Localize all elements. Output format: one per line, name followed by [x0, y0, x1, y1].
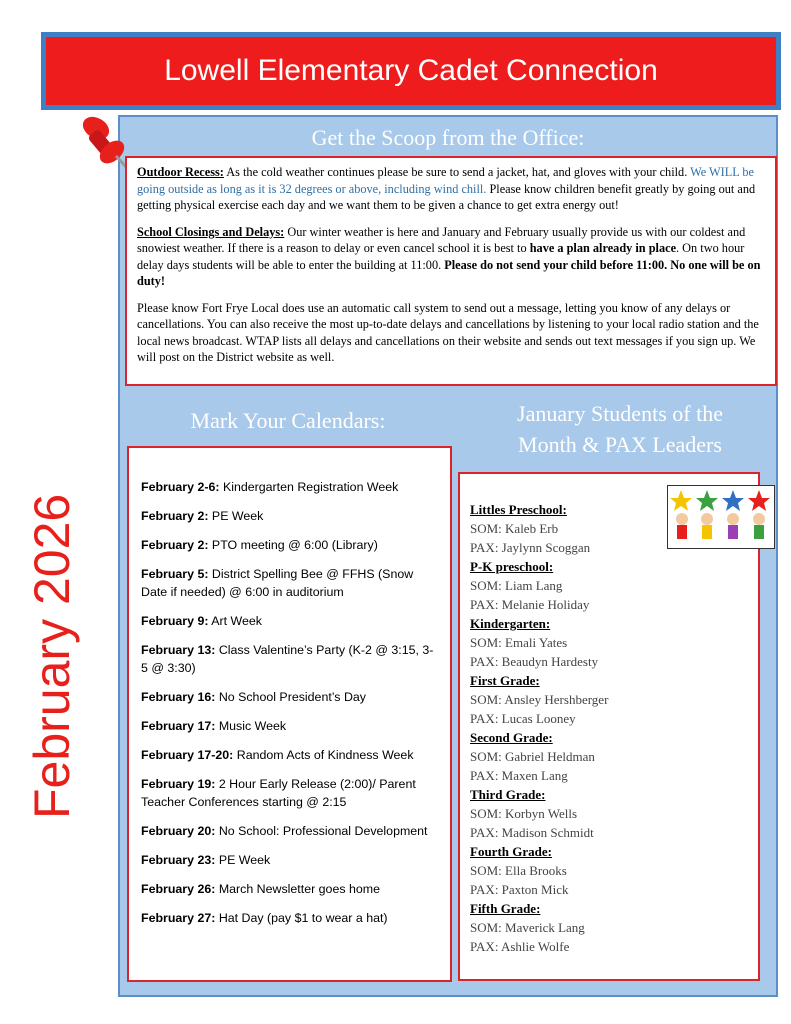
- calendar-date: February 26:: [141, 882, 216, 896]
- grade-label: Littles Preschool:: [470, 502, 567, 517]
- recess-text-2: Please know children benefit greatly by going out and getting physical exercise each day and we want them to be given a chance to get extra energy out!: [137, 181, 756, 212]
- grade-label: Kindergarten:: [470, 616, 551, 631]
- som-name: SOM: Liam Lang: [470, 578, 563, 593]
- calendar-text: PTO meeting @ 6:00 (Library): [208, 538, 378, 552]
- calendar-date: February 16:: [141, 690, 216, 704]
- som-name: SOM: Emali Yates: [470, 635, 568, 650]
- calendar-text: 2 Hour Early Release (2:00)/ Parent Teacher Conferences starting @ 2:15: [141, 777, 416, 809]
- title-banner: [41, 32, 781, 110]
- closings-paragraph: [137, 224, 765, 290]
- students-list: [470, 500, 748, 956]
- calendar-item: [141, 612, 440, 630]
- recess-text-1: As the cold weather continues please be sure to send a jacket, hat, and gloves with your child.: [223, 165, 691, 179]
- calendar-date: February 17:: [141, 719, 216, 733]
- calendar-text: March Newsletter goes home: [215, 882, 380, 896]
- closings-text-2: . On two hour delay days students will be able to enter the building at 11:00.: [137, 241, 745, 272]
- calendar-item: [141, 536, 440, 554]
- newsletter-title: Lowell Elementary Cadet Connection: [46, 37, 776, 105]
- som-name: SOM: Ansley Hershberger: [470, 692, 609, 707]
- closings-bold-1: have a plan already in place: [529, 241, 677, 255]
- calendar-date: February 23:: [141, 853, 216, 867]
- closings-bold-2: Please do not send your child before 11:00. No one will be on duty!: [137, 257, 761, 288]
- pax-name: PAX: Ashlie Wolfe: [470, 939, 570, 954]
- grade-label: First Grade:: [470, 673, 540, 688]
- calendar-date: February 5:: [141, 567, 209, 581]
- som-name: SOM: Gabriel Heldman: [470, 749, 595, 764]
- calendar-item: [141, 880, 440, 898]
- calendar-heading: Mark Your Calendars:: [190, 408, 386, 433]
- calendar-date: February 19:: [141, 777, 216, 791]
- calendar-list: [141, 478, 440, 927]
- calendar-text: District Spelling Bee @ FFHS (Snow Date if needed) @ 6:00 in auditorium: [141, 567, 414, 599]
- office-news-box: [125, 156, 777, 386]
- calendar-text: No School: Professional Development: [215, 824, 428, 838]
- calendar-item: [141, 717, 440, 735]
- calendar-date: February 2:: [141, 538, 209, 552]
- som-name: SOM: Kaleb Erb: [470, 521, 559, 536]
- students-heading: [470, 398, 770, 460]
- calendar-text: No School President’s Day: [215, 690, 366, 704]
- closings-text-1: Our winter weather is here and January and February usually provide us with our coldest and snowiest weather. If there is a reason to delay or even cancel school it is best to: [137, 224, 746, 255]
- star-kids-icon: [667, 485, 775, 549]
- grade-label: Fourth Grade:: [470, 844, 552, 859]
- calendar-item: [141, 641, 440, 677]
- calendar-item: [141, 851, 440, 869]
- calendar-text: PE Week: [208, 509, 264, 523]
- pax-name: PAX: Beaudyn Hardesty: [470, 654, 599, 669]
- pax-name: PAX: Madison Schmidt: [470, 825, 594, 840]
- calendar-item: [141, 822, 440, 840]
- office-heading: Get the Scoop from the Office:: [311, 125, 585, 150]
- calendar-item: [141, 507, 440, 525]
- pax-name: PAX: Lucas Looney: [470, 711, 576, 726]
- calendar-date: February 17-20:: [141, 748, 234, 762]
- som-name: SOM: Ella Brooks: [470, 863, 567, 878]
- students-heading-line-2: Month & PAX Leaders: [518, 432, 722, 457]
- calendar-item: [141, 746, 440, 764]
- calendar-item: [141, 565, 440, 601]
- grade-label: P-K preschool:: [470, 559, 554, 574]
- calendar-date: February 9:: [141, 614, 209, 628]
- calendar-date: February 2-6:: [141, 480, 220, 494]
- calendar-item: [141, 688, 440, 706]
- pax-name: PAX: Paxton Mick: [470, 882, 569, 897]
- calendar-text: Music Week: [215, 719, 287, 733]
- calendar-text: Random Acts of Kindness Week: [233, 748, 414, 762]
- grade-label: Second Grade:: [470, 730, 553, 745]
- calendar-box: [127, 446, 452, 982]
- som-name: SOM: Maverick Lang: [470, 920, 585, 935]
- recess-title: Outdoor Recess:: [137, 165, 224, 179]
- calendar-text: Class Valentine’s Party (K-2 @ 3:15, 3-5 @ 3:30): [141, 643, 434, 675]
- pax-name: PAX: Jaylynn Scoggan: [470, 540, 591, 555]
- students-heading-line-1: January Students of the: [517, 401, 723, 426]
- calendar-text: Kindergarten Registration Week: [219, 480, 399, 494]
- month-label: February 2026: [24, 493, 80, 819]
- calendar-item: [141, 478, 440, 496]
- calendar-text: Art Week: [208, 614, 262, 628]
- calendar-text: PE Week: [215, 853, 271, 867]
- calendar-date: February 2:: [141, 509, 209, 523]
- calendar-date: February 13:: [141, 643, 216, 657]
- pax-name: PAX: Melanie Holiday: [470, 597, 590, 612]
- som-name: SOM: Korbyn Wells: [470, 806, 578, 821]
- calendar-item: [141, 909, 440, 927]
- recess-highlight: We WILL be going outside as long as it is 32 degrees or above, including wind chill.: [137, 165, 755, 196]
- pax-name: PAX: Maxen Lang: [470, 768, 568, 783]
- closings-title: School Closings and Delays:: [137, 224, 285, 239]
- calendar-text: Hat Day (pay $1 to wear a hat): [215, 911, 388, 925]
- calendar-date: February 20:: [141, 824, 216, 838]
- grade-label: Third Grade:: [470, 787, 546, 802]
- calls-paragraph: Please know Fort Frye Local does use an automatic call system to send out a message, letting you know of any delays or cancellations. You can also receive the most up-to-date delays and cancellations by listening to your local radio station and the local news broadcast. WTAP lists all delays and cancellations on their website and sends out text messages if you sign up. We will post on the District website as well.: [137, 300, 759, 364]
- grade-label: Fifth Grade:: [470, 901, 541, 916]
- calendar-item: [141, 775, 440, 811]
- calendar-date: February 27:: [141, 911, 216, 925]
- recess-paragraph: [137, 164, 765, 214]
